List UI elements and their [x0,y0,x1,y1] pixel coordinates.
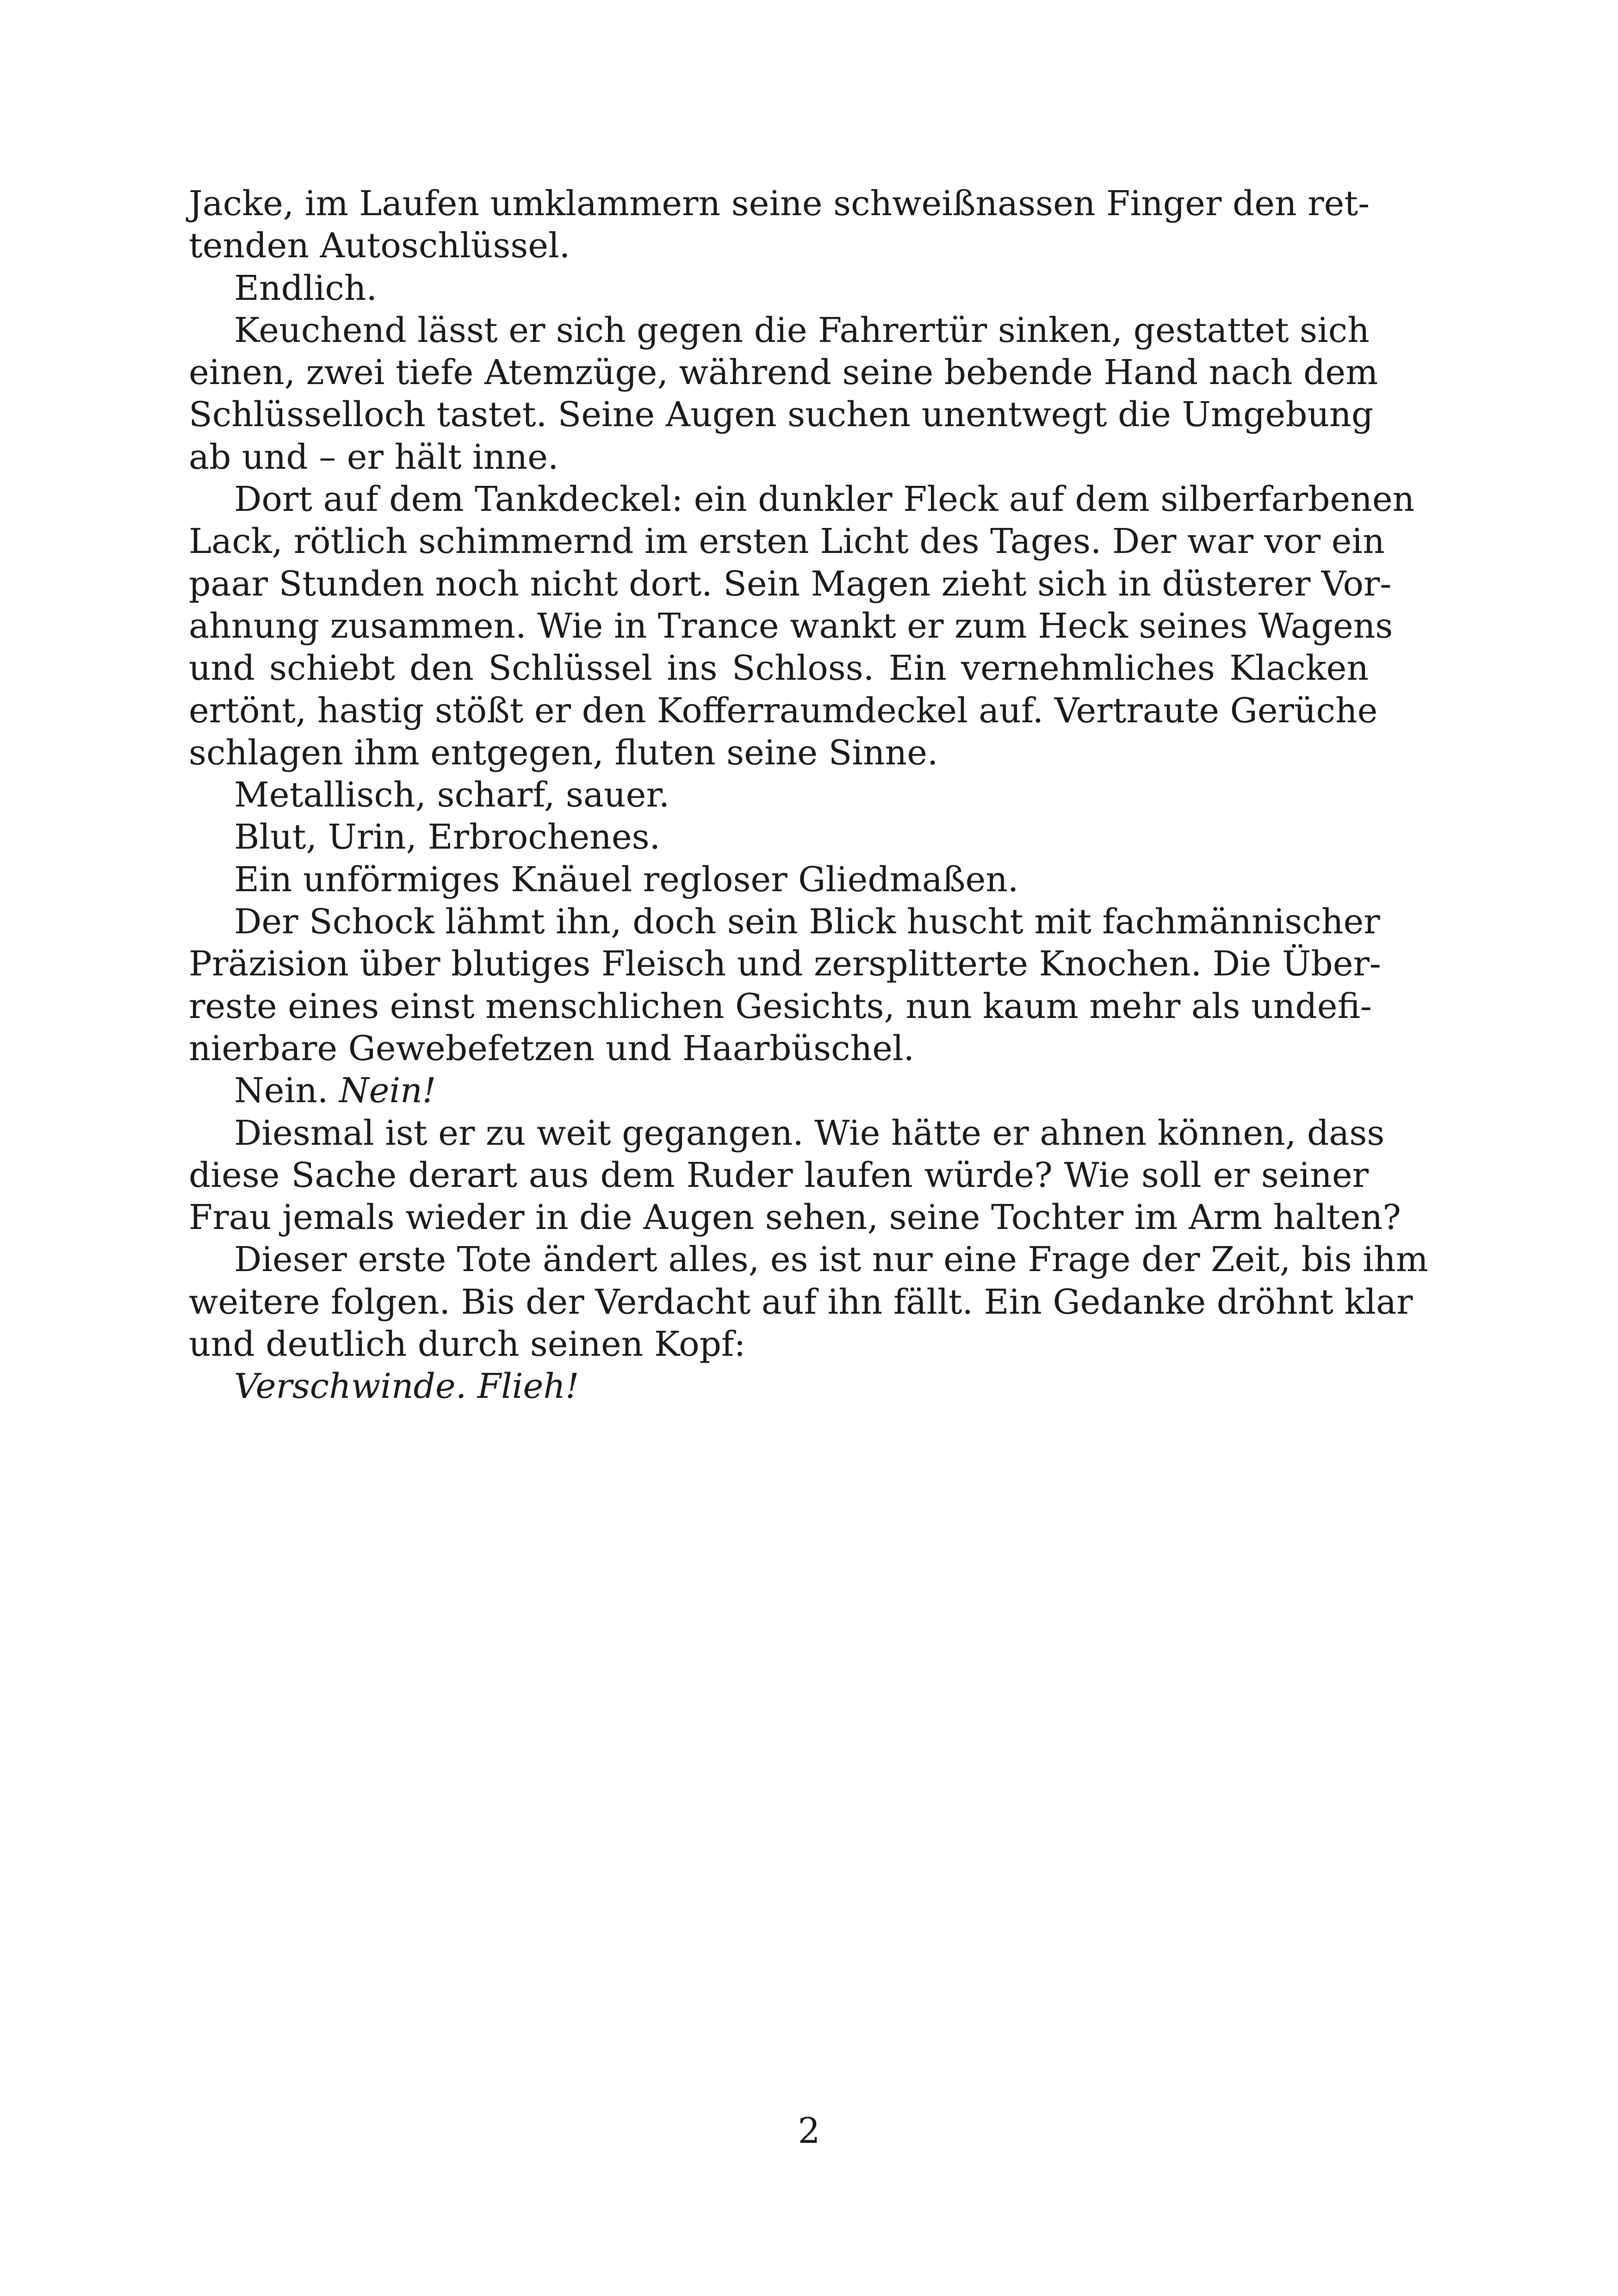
text-line-content: Metallisch, scharf, sauer. [234,775,670,815]
text-line [189,1281,1413,1323]
text-line-content: Jacke, im Laufen umklammern seine schweißnassen Finger den ret- [189,184,1370,223]
italic-emphasis: Verschwinde. Flieh! [234,1366,579,1407]
text-line [189,1323,1369,1365]
italic-emphasis: Nein! [339,1071,436,1111]
text-line-content: Blut, Urin, Erbrochenes. [234,817,661,857]
text-line-content: schlagen ihm entgegen, fluten seine Sinne. [189,732,938,773]
text-line [189,1070,1369,1112]
text-line-content: Dort auf dem Tankdeckel: ein dunkler Fleck auf dem silberfarbenen [234,479,1415,520]
text-line [189,310,1369,352]
page-number: 2 [798,2110,820,2151]
text-line-content: Ein unförmiges Knäuel regloser Gliedmaßen. [234,859,1019,900]
text-line-content: Der Schock lähmt ihn, doch sein Blick huscht mit fachmännischer [234,902,1380,942]
text-line [189,774,1369,816]
text-line-content: Lack, rötlich schimmernd im ersten Licht des Tages. Der war vor ein [189,521,1385,562]
text-line [189,1197,1401,1239]
text-line-content: diese Sache derart aus dem Ruder laufen würde? Wie soll er seiner [189,1155,1369,1195]
text-line [189,647,1369,689]
text-line [189,563,1392,605]
body-text [189,183,1428,1408]
text-line-content: weitere folgen. Bis der Verdacht auf ihn fällt. Ein Gedanke dröhnt klar [189,1282,1413,1322]
text-line [189,1239,1428,1281]
text-line-content: Endlich. [234,268,378,308]
text-line-content: reste eines einst menschlichen Gesichts, nun kaum mehr als undefi- [189,986,1372,1026]
text-line [189,816,1369,858]
text-line-content: Frau jemals wieder in die Augen sehen, seine Tochter im Arm halten? [189,1198,1401,1238]
text-line [189,859,1369,901]
text-line [189,901,1380,943]
text-line [189,352,1378,394]
text-line-content: Keuchend lässt er sich gegen die Fahrertür sinken, gestattet sich [234,310,1370,350]
text-line-content: Nein. [234,1071,339,1111]
text-line-content: ab und – er hält inne. [189,437,559,477]
text-line-content: Präzision über blutiges Fleisch und zersplitterte Knochen. Die Über- [189,944,1381,984]
text-line-content: tenden Autoschlüssel. [189,226,570,266]
text-line [189,605,1393,647]
text-line [189,732,1369,774]
text-line [189,225,1369,267]
text-line-content: und deutlich durch seinen Kopf: [189,1324,746,1365]
text-line-content: Schlüsselloch tastet. Seine Augen suchen unentwegt die Umgebung [189,395,1374,435]
text-line [189,1365,1369,1408]
text-line [189,943,1381,985]
text-line [189,436,1369,478]
text-line-content: paar Stunden noch nicht dort. Sein Magen zieht sich in düsterer Vor- [189,564,1392,604]
text-line [189,1028,1369,1070]
text-line-content: einen, zwei tiefe Atemzüge, während seine bebende Hand nach dem [189,353,1378,393]
text-line-content: und schiebt den Schlüssel ins Schloss. Ein vernehmliches Klacken [189,648,1369,689]
text-line-content: ahnung zusammen. Wie in Trance wankt er zum Heck seines Wagens [189,606,1393,646]
text-line [189,478,1415,521]
text-line [189,986,1372,1028]
text-line-content: Diesmal ist er zu weit gegangen. Wie hätte er ahnen können, dass [234,1113,1385,1153]
text-line [189,183,1369,225]
text-line-content: ertönt, hastig stößt er den Kofferraumdeckel auf. Vertraute Gerüche [189,690,1378,731]
text-line [189,1112,1385,1154]
text-line [189,1154,1369,1197]
text-line-content: nierbare Gewebefetzen und Haarbüschel. [189,1028,915,1068]
text-line [189,521,1385,563]
text-line-content: Dieser erste Tote ändert alles, es ist nur eine Frage der Zeit, bis ihm [234,1240,1428,1280]
text-line [189,394,1374,436]
text-line [189,267,1369,310]
text-line [189,690,1378,732]
